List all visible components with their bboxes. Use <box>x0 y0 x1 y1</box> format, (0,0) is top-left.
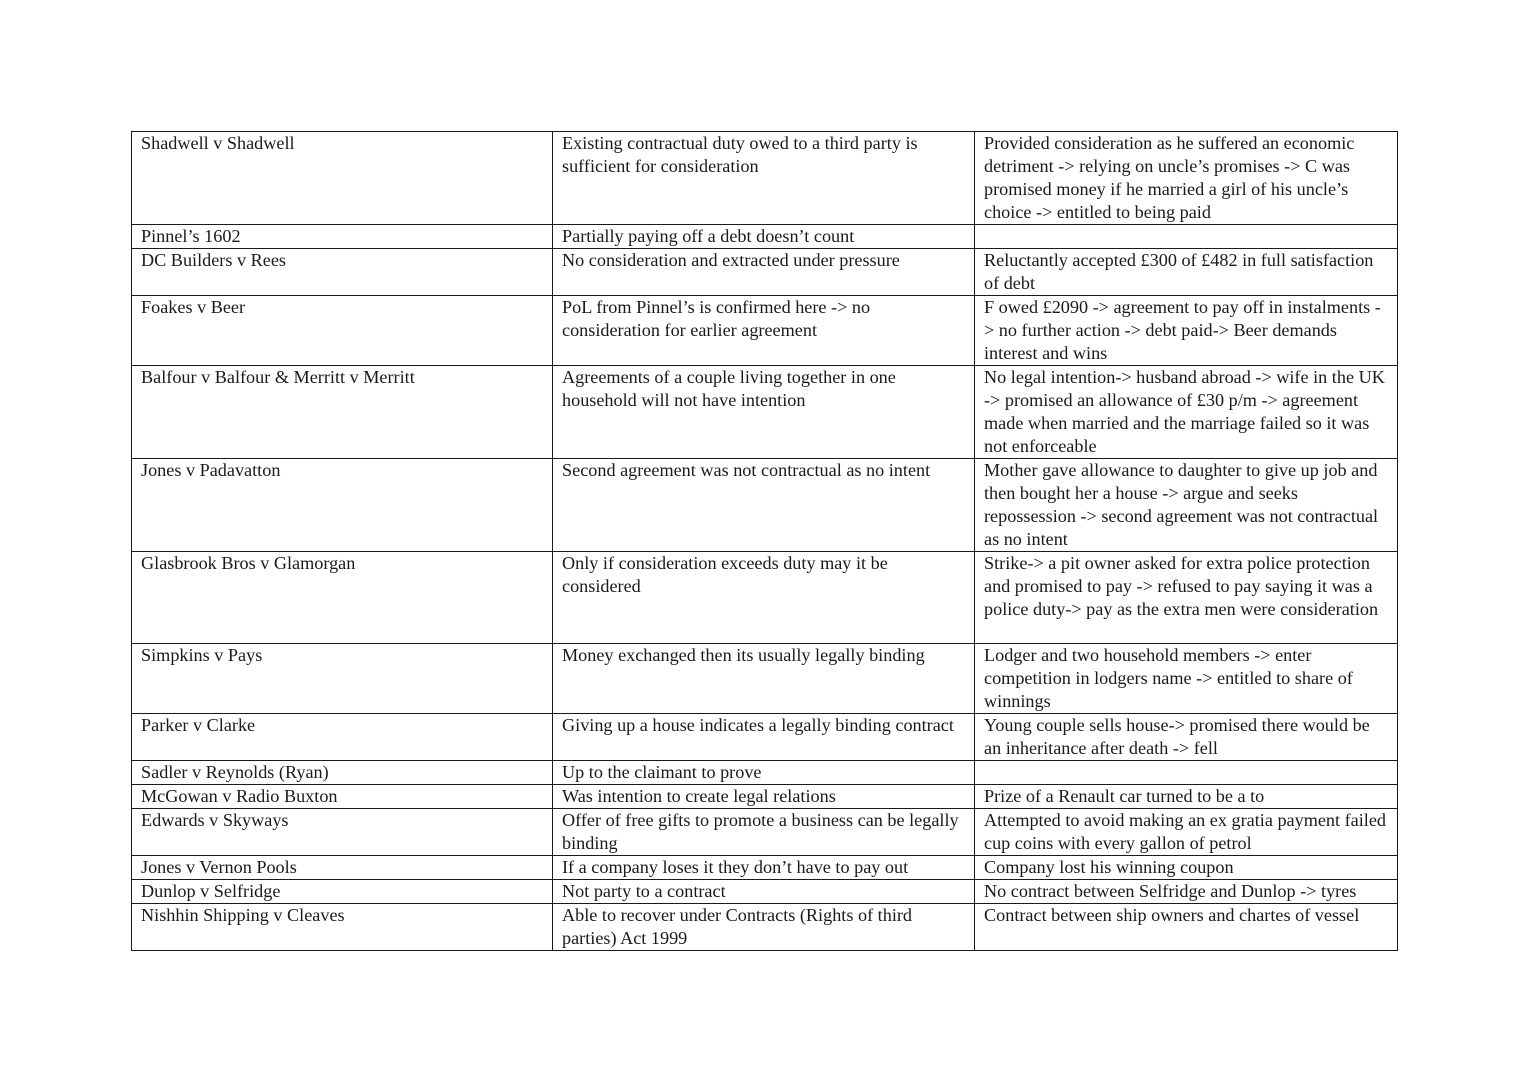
case-name-cell: Shadwell v Shadwell <box>132 132 553 225</box>
facts-cell: Company lost his winning coupon <box>975 856 1398 880</box>
case-name-cell: Simpkins v Pays <box>132 644 553 714</box>
table-row <box>132 644 1398 714</box>
table-row <box>132 880 1398 904</box>
facts-cell: Attempted to avoid making an ex gratia payment failed cup coins with every gallon of petrol <box>975 809 1398 856</box>
principle-cell: Was intention to create legal relations <box>553 785 975 809</box>
facts-cell: Mother gave allowance to daughter to give up job and then bought her a house -> argue and seeks repossession -> second agreement was not contractual as no intent <box>975 459 1398 552</box>
table-row <box>132 225 1398 249</box>
facts-cell <box>975 225 1398 249</box>
table-row <box>132 714 1398 761</box>
case-name-cell: Balfour v Balfour & Merritt v Merritt <box>132 366 553 459</box>
facts-cell: No legal intention-> husband abroad -> wife in the UK -> promised an allowance of £30 p/m -> agreement made when married and the marriage failed so it was not enforceable <box>975 366 1398 459</box>
facts-cell: Prize of a Renault car turned to be a to <box>975 785 1398 809</box>
case-name-cell: Jones v Padavatton <box>132 459 553 552</box>
table-row <box>132 132 1398 225</box>
principle-cell: PoL from Pinnel’s is confirmed here -> no consideration for earlier agreement <box>553 296 975 366</box>
table-row <box>132 904 1398 951</box>
principle-cell: Existing contractual duty owed to a third party is sufficient for consideration <box>553 132 975 225</box>
facts-cell <box>975 761 1398 785</box>
case-name-cell: Sadler v Reynolds (Ryan) <box>132 761 553 785</box>
principle-cell: Offer of free gifts to promote a business can be legally binding <box>553 809 975 856</box>
principle-cell: Giving up a house indicates a legally binding contract <box>553 714 975 761</box>
facts-cell: Lodger and two household members -> enter competition in lodgers name -> entitled to share of winnings <box>975 644 1398 714</box>
facts-cell: Reluctantly accepted £300 of £482 in full satisfaction of debt <box>975 249 1398 296</box>
principle-cell: Money exchanged then its usually legally binding <box>553 644 975 714</box>
facts-cell: No contract between Selfridge and Dunlop -> tyres <box>975 880 1398 904</box>
principle-cell: If a company loses it they don’t have to pay out <box>553 856 975 880</box>
facts-cell: F owed £2090 -> agreement to pay off in instalments -> no further action -> debt paid-> Beer demands interest and wins <box>975 296 1398 366</box>
case-name-cell: Edwards v Skyways <box>132 809 553 856</box>
principle-cell: Partially paying off a debt doesn’t count <box>553 225 975 249</box>
table-row <box>132 809 1398 856</box>
facts-cell: Contract between ship owners and chartes of vessel <box>975 904 1398 951</box>
facts-cell: Provided consideration as he suffered an economic detriment -> relying on uncle’s promises -> C was promised money if he married a girl of his uncle’s choice -> entitled to being paid <box>975 132 1398 225</box>
case-table-body <box>132 132 1398 951</box>
principle-cell: Able to recover under Contracts (Rights of third parties) Act 1999 <box>553 904 975 951</box>
case-name-cell: Pinnel’s 1602 <box>132 225 553 249</box>
principle-cell: Agreements of a couple living together in one household will not have intention <box>553 366 975 459</box>
case-name-cell: Jones v Vernon Pools <box>132 856 553 880</box>
facts-cell: Young couple sells house-> promised there would be an inheritance after death -> fell <box>975 714 1398 761</box>
table-row <box>132 366 1398 459</box>
table-row <box>132 785 1398 809</box>
principle-cell: Not party to a contract <box>553 880 975 904</box>
case-name-cell: Parker v Clarke <box>132 714 553 761</box>
case-law-table <box>131 131 1398 951</box>
facts-cell: Strike-> a pit owner asked for extra police protection and promised to pay -> refused to pay saying it was a police duty-> pay as the extra men were consideration <box>975 552 1398 644</box>
case-name-cell: Nishhin Shipping v Cleaves <box>132 904 553 951</box>
case-name-cell: Dunlop v Selfridge <box>132 880 553 904</box>
case-name-cell: DC Builders v Rees <box>132 249 553 296</box>
case-name-cell: Glasbrook Bros v Glamorgan <box>132 552 553 644</box>
principle-cell: Second agreement was not contractual as no intent <box>553 459 975 552</box>
table-row <box>132 761 1398 785</box>
table-row <box>132 249 1398 296</box>
case-name-cell: McGowan v Radio Buxton <box>132 785 553 809</box>
table-row <box>132 459 1398 552</box>
principle-cell: Only if consideration exceeds duty may it be considered <box>553 552 975 644</box>
principle-cell: Up to the claimant to prove <box>553 761 975 785</box>
case-name-cell: Foakes v Beer <box>132 296 553 366</box>
table-row <box>132 552 1398 644</box>
table-row <box>132 296 1398 366</box>
principle-cell: No consideration and extracted under pressure <box>553 249 975 296</box>
table-row <box>132 856 1398 880</box>
